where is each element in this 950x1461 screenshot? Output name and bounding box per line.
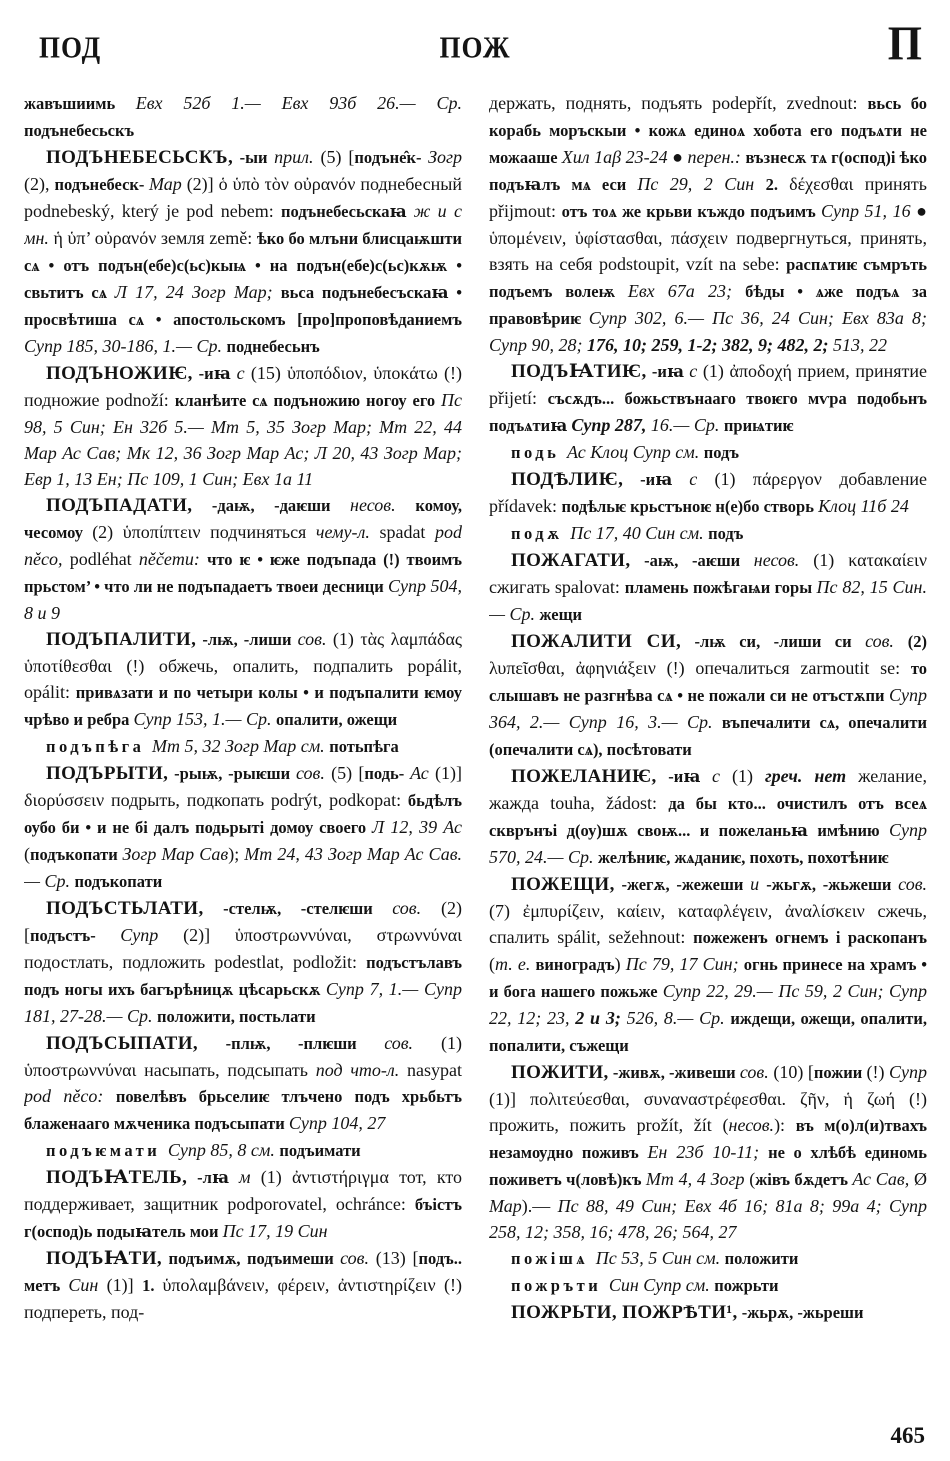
entry-text-run: (1) ἀντιστήριγμα тот, кто поддерживает, защитник podporovatel, ochránce: xyxy=(24,1167,462,1214)
entry-text-run: подънебесьскъ xyxy=(24,121,135,140)
entry-text-run: Л 17, 24 Зогр Мар; xyxy=(114,282,281,302)
entry-text-run: подънебесьскаꙗ xyxy=(281,202,414,221)
entry-text-run: ● ὑπομένειν, ὑφίστασθαι, πάσχειν подвергнуться, принять, взять на себя podstoupit, vzít na sebe: xyxy=(489,201,927,274)
dictionary-entry xyxy=(489,871,927,1059)
entry-text-run: 526, 8.— Ср. xyxy=(626,1008,731,1028)
entry-text-run: пожеженъ огнемъ і раскопанъ xyxy=(693,928,927,947)
dictionary-entry xyxy=(489,1245,927,1272)
entry-text-run: (1)] διορύσσειν подрыть, подкопать podrýt, podkopat: xyxy=(24,763,462,810)
dictionary-entry xyxy=(489,90,927,358)
entry-text-run: Ас xyxy=(410,763,436,783)
entry-text-run: подь xyxy=(511,443,567,462)
entry-text-run: несов. xyxy=(350,495,416,515)
dictionary-entry xyxy=(489,520,927,547)
entry-text-run: жещи xyxy=(539,605,583,624)
entry-text-run: пожии xyxy=(813,1063,867,1082)
entry-text-run: повелѣвъ брьселиѥ тлъчено подъ хрьбьтъ блаженааго мѫченика подъсыпати xyxy=(24,1087,462,1133)
entry-headword: ПОДЪꙖТИ, xyxy=(46,1248,163,1269)
entry-text-run: -жегѫ, -жежеши xyxy=(614,875,751,894)
entry-headword: ПОЖРЬТИ, ПОЖРѢТИ¹, xyxy=(511,1302,738,1323)
dictionary-entry xyxy=(489,1059,927,1245)
entry-text-run: (2)] ὁ ὑπὸ τὸν οὐρανόν поднебесный podnebeský, který je pod nebem: xyxy=(24,174,462,221)
entry-text-run: Супр 364, 2.— Супр 16, 3.— Ср. xyxy=(489,685,927,732)
entry-text-run: Мт 24, 43 Зогр Мар Ас Сав.— Ср. xyxy=(24,844,462,891)
entry-text-run: pod něco, xyxy=(24,522,462,569)
entry-text-run: опалити, ожещи xyxy=(276,710,398,729)
right-column xyxy=(489,90,927,1408)
entry-text-run: Пс 29, 2 Син xyxy=(637,174,766,194)
entry-text-run: Супр 185, 30-186, 1.— Ср. xyxy=(24,336,227,356)
entry-text-run: Зогр Мар Сав xyxy=(122,844,229,864)
entry-text-run: 16.— Ср. xyxy=(650,415,724,435)
entry-text-run: м xyxy=(238,1167,261,1187)
entry-text-run: с xyxy=(689,361,703,381)
dictionary-entry xyxy=(24,895,462,1030)
entry-text-run: ἡ ὑπ’ οὐρανόν земля země: xyxy=(53,228,257,248)
dictionary-entry xyxy=(24,626,462,733)
entry-text-run: въпечалити сѧ, опечалити (опечалити сѧ), посѣтовати xyxy=(489,713,927,759)
entry-text-run: пожрьти xyxy=(714,1276,779,1295)
entry-text-run: подъстълавъ подъ ногы ихъ багърѣницѫ цѣсарьскѫ xyxy=(24,953,462,999)
entry-text-run: прил. xyxy=(274,147,321,167)
dictionary-entry xyxy=(489,1272,927,1299)
entry-text-run: -иꙗ xyxy=(656,767,713,786)
entry-text-run: отъ тоѧ же крьви къждо подъимъ xyxy=(561,202,821,221)
entry-text-run: (1) πάρεργον добавление přídavek: xyxy=(489,469,927,516)
entry-text-run: бьдѣлъ оубо би • и не бі далъ подьрыті домоу своего xyxy=(24,791,462,837)
dictionary-entry xyxy=(489,547,927,628)
entry-text-run: Супр 51, 16 xyxy=(820,201,917,221)
entry-headword: ПОЖЕЛАНИѤ, xyxy=(511,766,657,787)
entry-text-run: подъ.. метъ xyxy=(24,1249,462,1295)
entry-text-run: несов. xyxy=(728,1115,775,1135)
dictionary-entry xyxy=(24,733,462,760)
entry-text-run: то слышавъ не разгнѣва сѧ • не пожали си не отъстѫпи xyxy=(489,659,927,705)
entry-text-run: положити xyxy=(724,1249,799,1268)
entry-text-run: Пс 17, 19 Син xyxy=(222,1221,328,1241)
entry-text-run: перен.: xyxy=(687,147,746,167)
entry-text-run: сов. xyxy=(739,1062,774,1082)
entry-text-run: Пс 53, 5 Син см. xyxy=(595,1248,725,1268)
entry-text-run: -лѭ си, -лиши си xyxy=(681,632,866,651)
entry-text-run: ) xyxy=(614,954,626,974)
entry-text-run: Пс 82, 15 Син.— Ср. xyxy=(489,577,927,624)
entry-text-run: пожішѧ xyxy=(511,1249,596,1268)
entry-text-run: (13) [ xyxy=(375,1248,419,1268)
entry-text-run: сов. xyxy=(297,629,333,649)
entry-text-run: комоу, чесомоу xyxy=(24,496,462,542)
entry-text-run: nasypat xyxy=(407,1060,462,1080)
running-head-center: ПОЖ xyxy=(439,29,511,65)
entry-text-run: Супр 287, xyxy=(571,415,651,435)
entry-text-run: ).— xyxy=(521,1196,558,1216)
entry-text-run: подѫ xyxy=(511,524,571,543)
entry-text-run: подъѥмати xyxy=(46,1141,168,1160)
entry-text-run: вьсь бо корабь моръскыи • кожѧ единоѧ хобота его подъѧти не можааше xyxy=(489,94,927,167)
dictionary-entry xyxy=(24,90,462,144)
running-head-letter: П xyxy=(887,16,923,71)
entry-text-run: δέχεσθαι принять přijmout: xyxy=(489,174,927,221)
entry-text-run: иждещи, ожещи, опалити, попалити, съжещи xyxy=(489,1009,927,1055)
entry-text-run: Зогр xyxy=(428,147,462,167)
dictionary-entry xyxy=(24,492,462,626)
entry-headword: ПОДЪПАЛИТИ, xyxy=(46,629,197,650)
entry-text-run: -лꙗ xyxy=(187,1168,239,1187)
entry-text-run: spadat xyxy=(379,522,436,542)
entry-text-run: Син xyxy=(68,1275,107,1295)
entry-text-run: ѣко бо млъни блисцаѭшти сѧ • отъ подън(ебе)с(ьс)кыѩ • на подън(ебе)с(ьс)кѫѭ • свьтитъ сѧ xyxy=(24,229,462,302)
running-head xyxy=(25,16,925,71)
dictionary-entry xyxy=(489,763,927,871)
entry-text-run: (15) ὑποπόδιον, ὑποκάτω (!) подножие podnoží: xyxy=(24,363,462,410)
entry-text-run: (7) ἐμπυρίζειν, καίειν, καταφλέγειν, ἀναλίσκειν сжечь, спалить spálit, sežehnout: xyxy=(489,901,927,947)
text-columns xyxy=(24,90,927,1408)
dictionary-entry xyxy=(489,439,927,466)
entry-text-run: Супр xyxy=(120,925,184,945)
entry-text-run: ( xyxy=(749,1169,756,1189)
entry-headword: ПОДЪСЫПАТИ, xyxy=(46,1033,199,1054)
entry-text-run: Пс 17, 40 Син см. xyxy=(570,523,709,543)
entry-headword: ПОДЪꙖТИѤ, xyxy=(511,361,647,382)
entry-text-run: Супр 302, 6.— Пс 36, 24 Син; Евх 83а 8; Супр 90, 28; xyxy=(489,308,927,355)
entry-text-run: -даѭ, -даѥши xyxy=(192,496,351,515)
entry-headword: ПОДѢЛИѤ, xyxy=(511,469,624,490)
entry-text-run: Мар xyxy=(489,1196,522,1216)
entry-text-run: (5) [ xyxy=(331,763,365,783)
dictionary-entry xyxy=(24,360,462,492)
entry-text-run: Пс 98, 5 Син; Ен 32б 5.— Мт 5, 35 Зогр Мар; Мт 22, 44 Мар Ас Сав; Мк 12, 36 Зогр Мар Ас; Л 20, 43 Зогр Мар; Евр 1, 13 Ен; Пс 109, 1 Син; Евх 1а 11 xyxy=(24,390,462,489)
entry-text-run: Ен 23б 10-11; xyxy=(647,1142,769,1162)
entry-text-run: т. е. xyxy=(495,954,536,974)
entry-text-run: (1)] πολιτεύεσθαι, συναναστρέφεσθαι. ζῆν, ἡ ζωή (!) прожить, пожить prožít, žít ( xyxy=(489,1089,927,1135)
entry-text-run: Супр 104, 27 xyxy=(288,1113,386,1133)
entry-text-run: (10) [ xyxy=(773,1062,814,1082)
entry-text-run: Супр 570, 24.— Ср. xyxy=(489,820,927,867)
entry-text-run: Клоц 11б 24 xyxy=(818,496,909,516)
entry-headword: ПОЖАЛИТИ СИ, xyxy=(511,631,682,652)
entry-text-run: λυπεῖσθαι, ἀφηνιάξειν (!) опечалиться zarmoutit se: xyxy=(489,658,911,678)
entry-text-run: 1. xyxy=(142,1276,163,1295)
entry-text-run: -иꙗ xyxy=(646,362,690,381)
entry-text-run: (2) [ xyxy=(24,898,462,945)
entry-text-run: 176, 10; 259, 1-2; 382, 9; 482, 2; xyxy=(587,335,833,355)
entry-text-run: Мт 5, 32 Зогр Мар см. xyxy=(152,736,330,756)
dictionary-entry xyxy=(489,466,927,520)
entry-text-run: Супр 504, 8 и 9 xyxy=(24,576,462,623)
entry-text-run: бъістъ г(оспод)ь подыꙗтель мои xyxy=(24,1195,462,1241)
entry-text-run: Евх 52б 1.— Евх 93б 26.— Ср. xyxy=(135,93,462,113)
entry-headword: ПОЖАГАТИ, xyxy=(511,550,631,571)
entry-text-run: Ас Клоц Супр см. xyxy=(566,442,704,462)
entry-text-run: подъимѫ, подъимеши xyxy=(162,1249,341,1268)
entry-headword: ПОДЪНОЖИѤ, xyxy=(46,363,193,384)
entry-text-run: с xyxy=(712,766,732,786)
entry-text-run: с xyxy=(236,363,251,383)
entry-text-run: Пс 88, 49 Син; Евх 4б 16; 81а 8; 99а 4; Супр 258, 12; 358, 16; 478, 26; 564, 27 xyxy=(489,1196,927,1242)
entry-text-run: сов. xyxy=(340,1248,376,1268)
entry-text-run: с xyxy=(689,469,715,489)
entry-text-run: съсѫдъ... божьствънааго твоѥго мѵра подобьнъ подъѧтиꙗ xyxy=(489,389,927,435)
entry-text-run: (1) ἀποδοχή прием, принятие přijetí: xyxy=(489,361,927,408)
entry-text-run: сов. xyxy=(296,763,332,783)
entry-text-run: ● xyxy=(672,147,688,167)
entry-text-run: (2) ὑποπίπτειν подчиняться xyxy=(92,522,316,542)
entry-text-run: (2)] ὑποστρωννύναι, στρωννύναι подостлать, подложить podestlat, podložit: xyxy=(24,925,462,972)
entry-text-run: ( xyxy=(489,954,495,974)
entry-text-run: -жьрѫ, -жьреши xyxy=(737,1303,864,1322)
entry-text-run: пожръти xyxy=(511,1276,609,1295)
entry-text-run: Евх 67а 23; xyxy=(627,281,746,301)
entry-headword: ПОДЪꙖТЕЛЬ, xyxy=(46,1167,188,1188)
entry-text-run: (2), xyxy=(24,174,55,194)
entry-text-run: (1)] xyxy=(106,1275,143,1295)
entry-text-run: (1) xyxy=(732,766,765,786)
entry-text-run: ж и с мн. xyxy=(24,201,462,248)
entry-text-run: Ø xyxy=(914,1169,927,1189)
entry-text-run: Мт 4, 4 Зогр xyxy=(645,1169,750,1189)
entry-text-run: възнесѫ тѧ г(оспод)і ѣко подъꙗлъ мѧ еси xyxy=(489,148,927,194)
entry-text-run: 2. xyxy=(765,175,790,194)
entry-text-run: подъимати xyxy=(279,1141,361,1160)
entry-text-run: -рыѭ, -рыѥши xyxy=(168,764,296,783)
entry-text-run: -жьгѫ, -жьжеши xyxy=(766,875,899,894)
entry-text-run: под что-л. xyxy=(315,1060,408,1080)
entry-text-run: несов. xyxy=(753,550,814,570)
entry-text-run: подъстъ- xyxy=(30,926,121,945)
entry-text-run: подъпѣга xyxy=(46,737,153,756)
running-head-left: ПОД xyxy=(39,29,102,65)
dictionary-entry xyxy=(489,358,927,439)
entry-headword: ПОДЪСТЬЛАТИ, xyxy=(46,898,204,919)
entry-text-run: положити, постьлати xyxy=(157,1007,316,1026)
dictionary-entry xyxy=(489,628,927,763)
entry-text-run: Ас Сав, xyxy=(852,1169,914,1189)
entry-text-run: огнь принесе на храмъ • и бога нашего пожьже xyxy=(489,955,927,1001)
entry-text-run: сов. xyxy=(392,898,441,918)
entry-text-run: ): xyxy=(774,1115,796,1135)
entry-text-run: Мар xyxy=(148,174,187,194)
entry-text-run: подънебеск- xyxy=(54,175,149,194)
entry-text-run: -иꙗ xyxy=(623,470,690,489)
entry-text-run: сов. xyxy=(384,1033,441,1053)
entry-text-run: -ыи xyxy=(233,148,275,167)
entry-text-run: что ѥ • ѥже подъпада (!) твоимъ прьстом’ • что ли не подъпадаетъ твоеи десници xyxy=(24,550,462,596)
entry-text-run: -лѭ, -лиши xyxy=(196,630,298,649)
entry-text-run: подъ xyxy=(703,443,739,462)
entry-text-run: (1) κατακαίειν сжигать spalovat: xyxy=(489,550,927,597)
entry-text-run: въ м(о)л(и)твахъ незамѹдно поживъ xyxy=(489,1116,927,1162)
entry-text-run: приѩтиѥ xyxy=(723,416,794,435)
entry-text-run: греч. нет xyxy=(764,766,859,786)
dictionary-entry xyxy=(24,1030,462,1137)
entry-text-run: подъне̂к- xyxy=(354,148,429,167)
entry-text-run: желѣниѥ, жѧданиѥ, похоть, похотѣниѥ xyxy=(598,848,889,867)
entry-text-run: Л 12, 39 Ас xyxy=(371,817,462,837)
entry-text-run: виноградъ xyxy=(535,955,615,974)
entry-text-run: подѣльѥ крьстъноѥ н(е)бо створь xyxy=(561,497,819,516)
entry-text-run: пламень пожѣгаѩи горы xyxy=(624,578,817,597)
entry-text-run: něčemu: xyxy=(138,549,208,569)
entry-text-run: подь- xyxy=(364,764,411,783)
entry-text-run: бѣды • ѧже подъѧ за правовѣриѥ xyxy=(489,282,927,328)
entry-text-run: ὑπολαμβάνειν, φέρειν, ἀντιστηρίζειν (!) подпереть, под- xyxy=(24,1275,462,1322)
entry-text-run: (5) [ xyxy=(320,147,355,167)
entry-text-run: (!) xyxy=(866,1062,890,1082)
entry-text-run: не о хлѣбѣ единомь поживетъ ч(ловѣ)къ xyxy=(489,1143,927,1189)
entry-text-run: podléhat xyxy=(69,549,139,569)
entry-text-run: да бы кто... очистилъ отъ всеѧ скврънъі д(оу)шѫ своѭ... и пожеланьꙗ имѣнию xyxy=(489,794,927,840)
entry-text-run: -стелѭ, -стелѥши xyxy=(203,899,393,918)
entry-text-run: -плѭ, -плѥши xyxy=(198,1034,385,1053)
entry-text-run: -живѫ, -живеши xyxy=(608,1063,740,1082)
entry-text-run: вьса подънебесъскаꙗ • просвѣтиша сѧ • апостольскомъ [про]проповѣданиемъ xyxy=(24,283,462,329)
entry-text-run: распѧтиѥ съмръть подъемъ волеѭ xyxy=(489,255,927,301)
entry-text-run: потьпѣга xyxy=(329,737,399,756)
entry-text-run: держать, поднять, подъять podepřít, zvednout: xyxy=(489,93,868,113)
entry-text-run: жівъ бѫдетъ xyxy=(755,1170,853,1189)
entry-headword: ПОДЪНЕБЕСЬСКЪ, xyxy=(46,147,234,168)
entry-text-run: ( xyxy=(24,844,30,864)
entry-text-run: pod něco: xyxy=(24,1086,116,1106)
entry-headword: ПОДЪРЫТИ, xyxy=(46,763,169,784)
entry-text-run: сов. xyxy=(898,874,927,894)
entry-text-run: Син Супр см. xyxy=(608,1275,715,1295)
entry-text-run: Супр 153, 1.— Ср. xyxy=(133,709,277,729)
entry-text-run: Супр 22, 29.— Пс 59, 2 Син; Супр 22, 12; 23, xyxy=(489,981,927,1028)
entry-text-run: кланѣите сѧ подъножию ногоу его xyxy=(174,391,441,410)
dictionary-entry xyxy=(24,144,462,360)
entry-text-run: Супр xyxy=(889,1062,927,1082)
entry-text-run: 2 и 3; xyxy=(575,1008,627,1028)
entry-text-run: Супр 85, 8 см. xyxy=(167,1140,280,1160)
entry-text-run: чему-л. xyxy=(315,522,380,542)
entry-text-run: -иꙗ xyxy=(192,364,237,383)
entry-text-run: (2) xyxy=(907,632,927,651)
entry-headword: ПОЖЕЩИ, xyxy=(511,874,615,895)
dictionary-entry xyxy=(489,1299,927,1326)
entry-text-run: Хил 1аβ 23-24 xyxy=(561,147,673,167)
entry-text-run: подъ xyxy=(708,524,744,543)
entry-headword: ПОЖИТИ, xyxy=(511,1062,609,1083)
entry-text-run: желание, жажда touha, žádost: xyxy=(489,766,927,813)
entry-text-run: привѧзати и по четыри колы • и подъпалити ѥмоу чрѣво и ребра xyxy=(24,683,462,729)
entry-text-run: (1) τὰς λαμπάδας ὑποτίθεσθαι (!) обжечь, опалить, подпалить popálit, opálit: xyxy=(24,629,462,702)
entry-text-run: Пс 79, 17 Син; xyxy=(625,954,744,974)
entry-text-run: ); xyxy=(228,844,245,864)
entry-text-run: (1) ὑποστρωννύναι насыпать, подсыпать xyxy=(24,1033,462,1080)
dictionary-entry xyxy=(24,1137,462,1164)
entry-text-run: и xyxy=(750,874,767,894)
entry-text-run: подъкопати xyxy=(30,845,123,864)
entry-text-run: жавъшиимь xyxy=(24,94,136,113)
entry-text-run: сов. xyxy=(865,631,908,651)
dictionary-entry xyxy=(24,760,462,895)
entry-text-run: 513, 22 xyxy=(832,335,887,355)
page-number: 465 xyxy=(890,1423,925,1448)
entry-text-run: подъкопати xyxy=(74,872,163,891)
dictionary-entry xyxy=(24,1245,462,1325)
entry-text-run: поднебесьнъ xyxy=(226,337,320,356)
entry-text-run: Супр 7, 1.— Супр 181, 27-28.— Ср. xyxy=(24,979,462,1026)
entry-text-run: -аѭ, -аѥши xyxy=(630,551,754,570)
left-column xyxy=(24,90,462,1408)
entry-headword: ПОДЪПАДАТИ, xyxy=(46,495,193,516)
dictionary-entry xyxy=(24,1164,462,1245)
